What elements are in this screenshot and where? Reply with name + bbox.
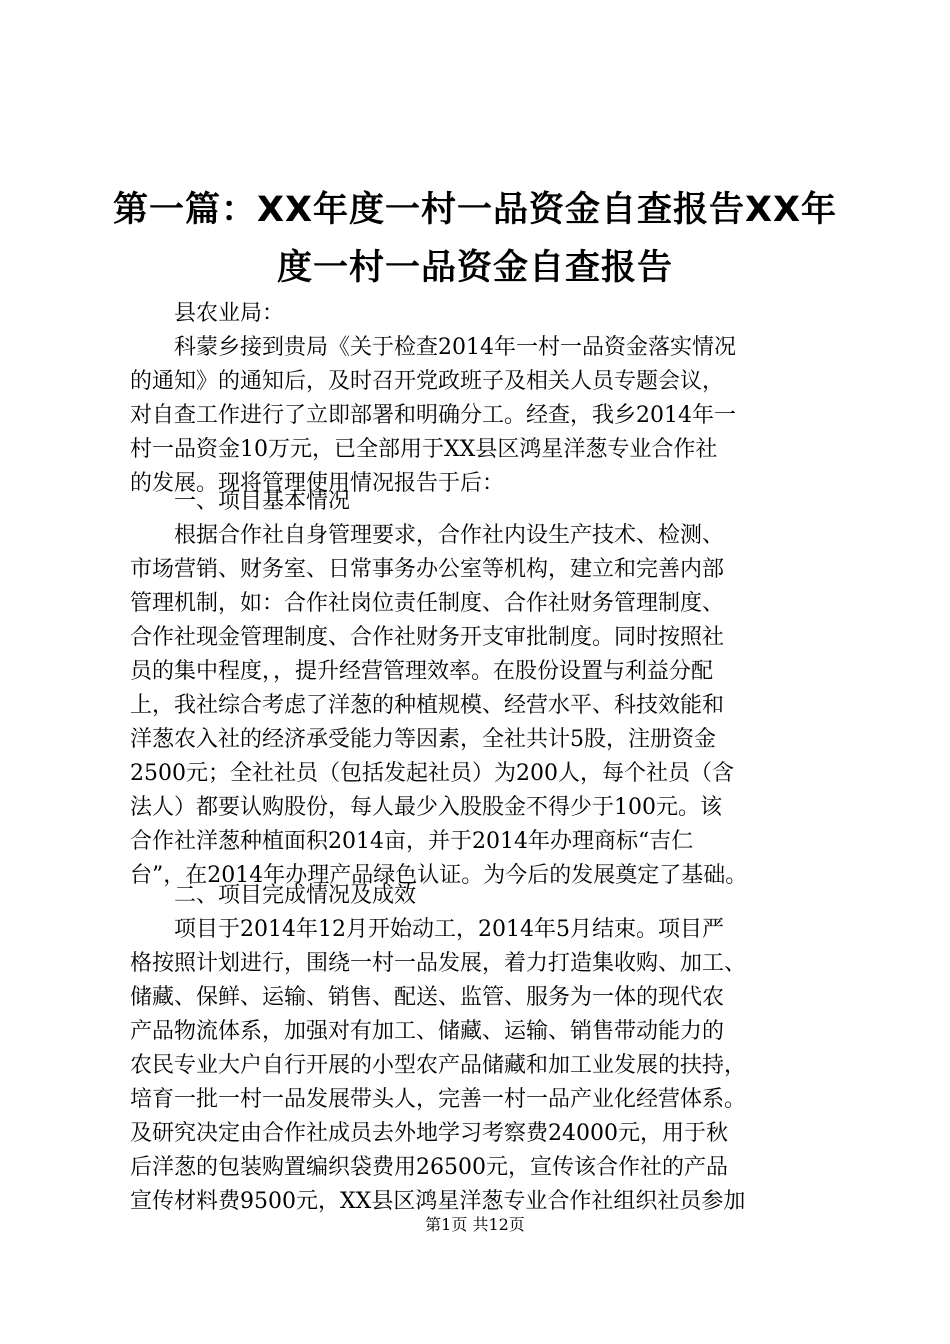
body-line: 村一品资金10万元，已全部用于XX县区鸿星洋葱专业合作社	[130, 437, 718, 462]
body-line: 合作社洋葱种植面积2014亩，并于2014年办理商标“吉仁	[130, 829, 694, 854]
body-line: 储藏、保鲜、运输、销售、配送、监管、服务为一体的现代农	[130, 985, 725, 1010]
page-footer: 第1页 共12页	[425, 1215, 525, 1234]
body-line: 宣传材料费9500元，XX县区鸿星洋葱专业合作社组织社员参加	[130, 1189, 746, 1214]
document-title-line-2: 度一村一品资金自查报告	[276, 248, 673, 288]
document-title-line-1: 第一篇：XX年度一村一品资金自查报告XX年	[113, 190, 837, 230]
body-line: 产品物流体系，加强对有加工、储藏、运输、销售带动能力的	[130, 1019, 725, 1044]
body-line: 二、项目完成情况及成效	[174, 883, 417, 908]
body-line: 员的集中程度，，提升经营管理效率。在股份设置与利益分配	[130, 659, 714, 684]
body-line: 上，我社综合考虑了洋葱的种植规模、经营水平、科技效能和	[130, 693, 725, 718]
body-line: 市场营销、财务室、日常事务办公室等机构，建立和完善内部	[130, 557, 725, 582]
body-line: 农民专业大户自行开展的小型农产品储藏和加工业发展的扶持，	[130, 1053, 747, 1078]
body-line: 的通知》的通知后，及时召开党政班子及相关人员专题会议，	[130, 369, 725, 394]
body-line: 培育一批一村一品发展带头人，完善一村一品产业化经营体系。	[130, 1087, 747, 1112]
body-line: 对自查工作进行了立即部署和明确分工。经查，我乡2014年一	[130, 403, 736, 428]
body-line: 科蒙乡接到贵局《关于检查2014年一村一品资金落实情况	[174, 335, 736, 360]
body-line: 一、项目基本情况	[174, 489, 351, 514]
body-line: 项目于2014年12月开始动工，2014年5月结束。项目严	[174, 917, 724, 942]
body-line: 洋葱农入社的经济承受能力等因素，全社共计5股，注册资金	[130, 727, 716, 752]
body-line: 台”，在2014年办理产品绿色认证。为今后的发展奠定了基础。	[130, 863, 748, 888]
body-line: 合作社现金管理制度、合作社财务开支审批制度。同时按照社	[130, 625, 725, 650]
body-line: 格按照计划进行，围绕一村一品发展，着力打造集收购、加工、	[130, 951, 747, 976]
body-line: 法人）都要认购股份，每人最少入股股金不得少于100元。该	[130, 795, 722, 820]
body-line: 及研究决定由合作社成员去外地学习考察费24000元，用于秋	[130, 1121, 728, 1146]
body-line: 管理机制，如：合作社岗位责任制度、合作社财务管理制度、	[130, 591, 725, 616]
body-line: 根据合作社自身管理要求，合作社内设生产技术、检测、	[174, 523, 725, 548]
body-line: 后洋葱的包装购置编织袋费用26500元，宣传该合作社的产品	[130, 1155, 728, 1180]
body-line: 县农业局：	[174, 301, 285, 326]
body-line: 2500元；全社社员（包括发起社员）为200人，每个社员（含	[130, 761, 734, 786]
body-line: 的发展。现将管理使用情况报告于后：	[130, 471, 505, 496]
